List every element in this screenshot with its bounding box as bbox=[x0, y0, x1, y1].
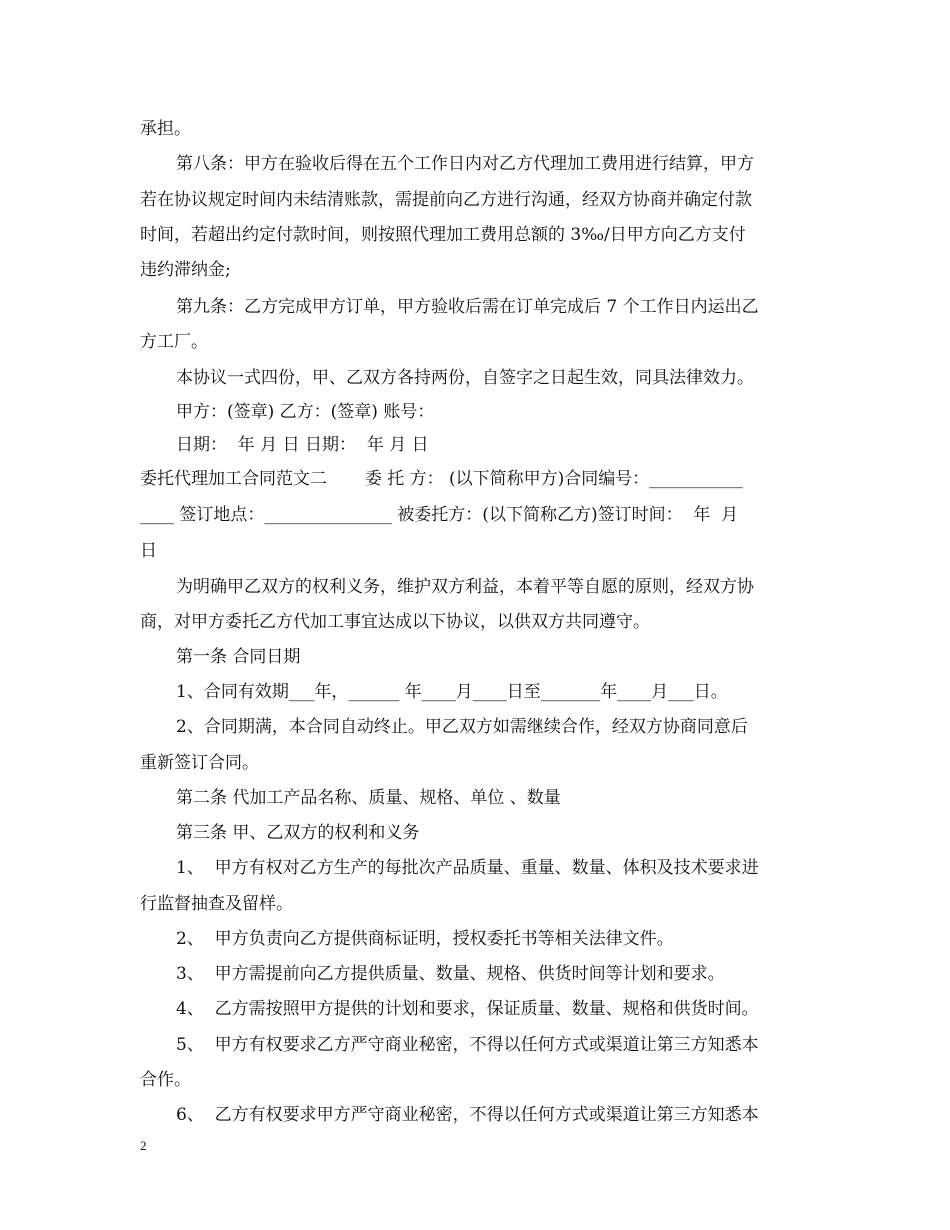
text-line: 日 bbox=[140, 541, 157, 561]
text-line: 6、 乙方有权要求甲方严守商业秘密，不得以任何方式或渠道让第三方知悉本 bbox=[176, 1105, 759, 1125]
text-line: 合作。 bbox=[140, 1070, 191, 1090]
text-line: 本协议一式四份，甲、乙双方各持两份，自签字之日起生效，同具法律效力。 bbox=[176, 368, 754, 388]
text-line: 第一条 合同日期 bbox=[176, 647, 301, 667]
text-line: 为明确甲乙双方的权利义务，维护双方利益，本着平等自愿的原则，经双方协 bbox=[176, 577, 754, 597]
text-line: 违约滞纳金; bbox=[140, 260, 231, 280]
text-line: 方工厂。 bbox=[140, 332, 208, 352]
text-line: 承担。 bbox=[140, 119, 191, 139]
text-line: 第三条 甲、乙双方的权利和义务 bbox=[176, 823, 420, 843]
text-line: 2、 甲方负责向乙方提供商标证明，授权委托书等相关法律文件。 bbox=[176, 929, 674, 949]
text-line: 2、合同期满，本合同自动终止。甲乙双方如需继续合作，经双方协商同意后 bbox=[176, 717, 748, 737]
text-line: 3、 甲方需提前向乙方提供质量、数量、规格、供货时间等计划和要求。 bbox=[176, 964, 725, 984]
text-line: 商，对甲方委托乙方代加工事宜达成以下协议，以供双方共同遵守。 bbox=[140, 612, 650, 632]
text-line: 委托代理加工合同范文二 委 托 方： (以下简称甲方)合同编号：___________ bbox=[140, 469, 743, 489]
text-line: 第二条 代加工产品名称、质量、规格、单位 、数量 bbox=[176, 788, 561, 808]
text-line: 重新签订合同。 bbox=[140, 753, 259, 773]
text-line: 行监督抽查及留样。 bbox=[140, 894, 293, 914]
text-line: 时间，若超出约定付款时间，则按照代理加工费用总额的 3‰/日甲方向乙方支付 bbox=[140, 225, 746, 245]
text-line: 若在协议规定时间内未结清账款，需提前向乙方进行沟通，经双方协商并确定付款 bbox=[140, 190, 752, 210]
text-line: 1、 甲方有权对乙方生产的每批次产品质量、重量、数量、体积及技术要求进 bbox=[176, 858, 759, 878]
text-line: 甲方：(签章) 乙方：(签章) 账号： bbox=[176, 402, 435, 422]
text-line: ____ 签订地点：_______________ 被委托方：(以下简称乙方)签订时间： 年 月 bbox=[140, 505, 739, 525]
text-line: 第九条：乙方完成甲方订单，甲方验收后需在订单完成后 7 个工作日内运出乙 bbox=[176, 297, 759, 317]
text-line: 4、 乙方需按照甲方提供的计划和要求，保证质量、数量、规格和供货时间。 bbox=[176, 999, 759, 1019]
page-number: 2 bbox=[140, 1138, 147, 1153]
text-line: 日期： 年 月 日 日期： 年 月 日 bbox=[176, 435, 429, 455]
text-line: 1、合同有效期___年，______ 年____月____日至_______年____月___日。 bbox=[176, 682, 728, 702]
text-line: 第八条：甲方在验收后得在五个工作日内对乙方代理加工费用进行结算，甲方 bbox=[176, 154, 754, 174]
text-line: 5、 甲方有权要求乙方严守商业秘密，不得以任何方式或渠道让第三方知悉本 bbox=[176, 1035, 759, 1055]
